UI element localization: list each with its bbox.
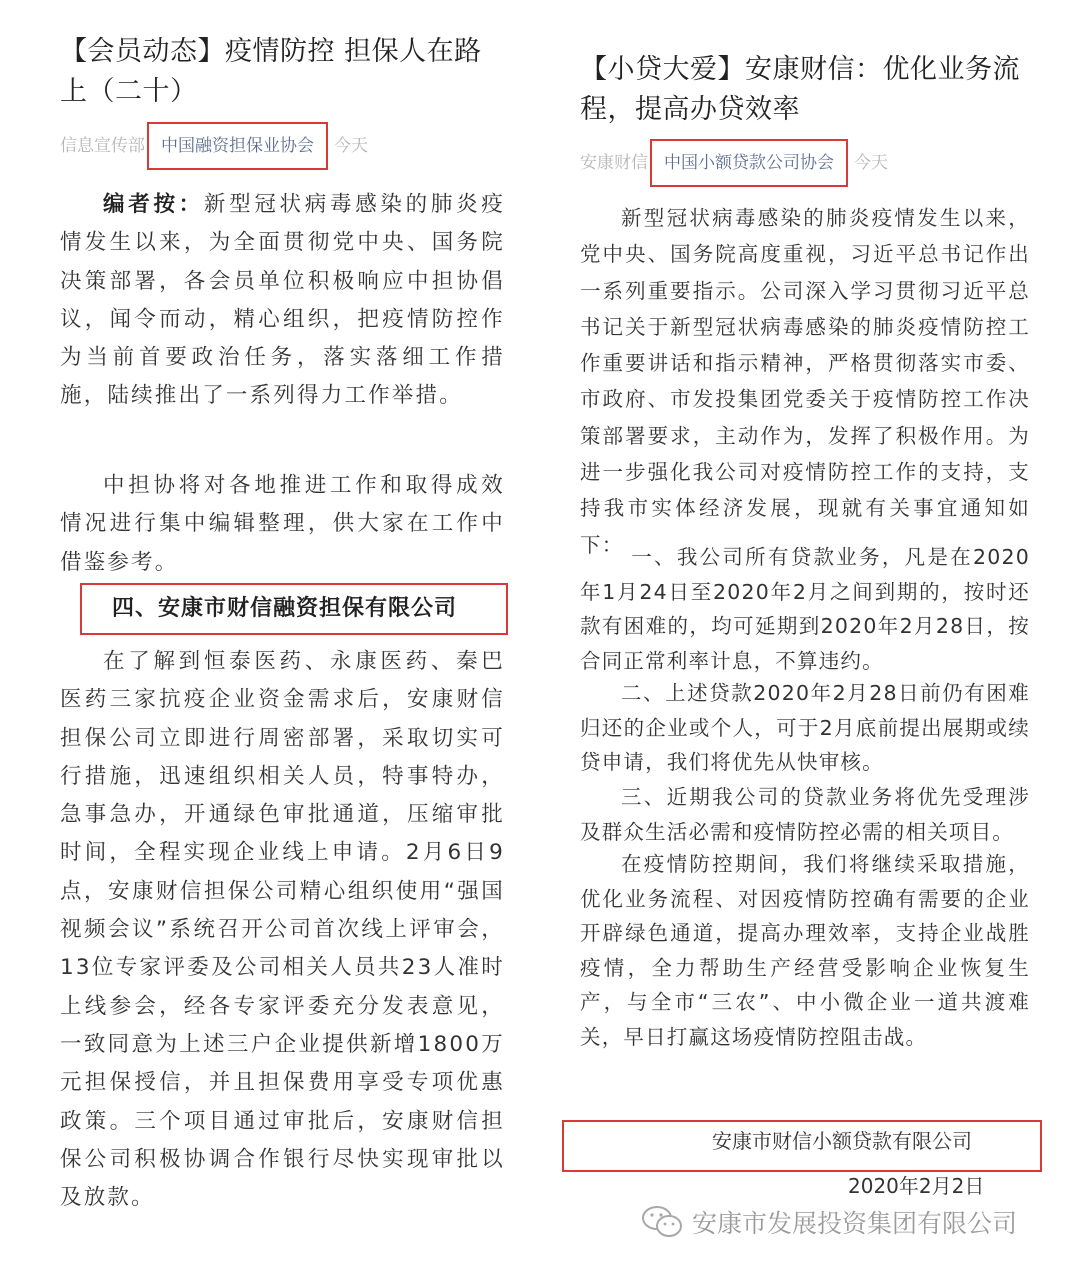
section-heading-highlighted: 四、安康市财信融资担保有限公司 [80, 583, 508, 635]
right-paragraph-closing: 在疫情防控期间，我们将继续采取措施，优化业务流程、对因疫情防控确有需要的企业开辟绿色通道，提高办理效率，支持企业战胜疫情，全力帮助生产经营受影响企业恢复生产，与全市“三农”、中小微企业一道共渡难关，早日打赢这场疫情防控阻击战。 [580, 852, 1030, 1049]
right-article-title: 【小贷大爱】安康财信：优化业务流程，提高办贷效率 [580, 54, 1020, 125]
notice-item-1: 一、我公司所有贷款业务，凡是在2020年1月24日至2020年2月之间到期的，按时还款有困难的，均可延期到2020年2月28日，按合同正常利率计息，不算违约。 [580, 545, 1030, 673]
right-article-meta [580, 139, 888, 187]
left-article-title: 【会员动态】疫情防控 担保人在路上（二十） [60, 36, 482, 107]
right-paragraph-1: 新型冠状病毒感染的肺炎疫情发生以来，党中央、国务院高度重视，习近平总书记作出一系列重要指示。公司深入学习贯彻习近平总书记关于新型冠状病毒感染的肺炎疫情防控工作重要讲话和指示精神，严格贯彻落实市委、市政府、市发投集团党委关于疫情防控工作决策部署要求，主动作为，发挥了积极作用。为进一步强化我公司对疫情防控工作的支持，支持我市实体经济发展，现就有关事宜通知如下： [580, 206, 1030, 557]
publish-time: 今天 [854, 153, 888, 173]
editor-note-text: 新型冠状病毒感染的肺炎疫情发生以来，为全面贯彻党中央、国务院决策部署，各会员单位积极响应中担协倡议，闻令而动，精心组织，把疫情防控作为当前首要政治任务，落实落细工作措施，陆续推出了一系列得力工作举措。 [60, 192, 505, 409]
left-article-meta [60, 122, 368, 170]
left-paragraph-2: 中担协将对各地推进工作和取得成效情况进行集中编辑整理，供大家在工作中借鉴参考。 [60, 473, 505, 575]
source-account-link[interactable]: 中国小额贷款公司协会 [650, 139, 848, 187]
wechat-icon [640, 1204, 686, 1240]
source-account-link[interactable]: 中国融资担保业协会 [147, 122, 328, 170]
notice-item-3: 三、近期我公司的贷款业务将优先受理涉及群众生活必需和疫情防控必需的相关项目。 [580, 785, 1030, 844]
editor-note-label: 编者按： [103, 192, 204, 217]
author-name: 信息宣传部 [60, 136, 145, 156]
notice-item-2: 二、上述贷款2020年2月28日前仍有困难归还的企业或个人，可于2月底前提出展期或续贷申请，我们将优先从快审核。 [580, 681, 1030, 774]
signature-highlighted: 安康市财信小额贷款有限公司 [562, 1120, 1042, 1172]
signature-date: 2020年2月2日 [848, 1174, 985, 1198]
left-paragraph-3: 在了解到恒泰医药、永康医药、秦巴医药三家抗疫企业资金需求后，安康财信担保公司立即进行周密部署，采取切实可行措施，迅速组织相关人员，特事特办，急事急办，开通绿色审批通道，压缩审批时间，全程实现企业线上申请。2月6日9点，安康财信担保公司精心组织使用“强国视频会议”系统召开公司首次线上评审会，13位专家评委及公司相关人员共23人准时上线参会，经各专家评委充分发表意见，一致同意为上述三户企业提供新增1800万元担保授信，并且担保费用享受专项优惠政策。三个项目通过审批后，安康财信担保公司积极协调合作银行尽快实现审批以及放款。 [60, 649, 505, 1211]
editor-note [60, 186, 505, 416]
watermark-text: 安康市发展投资集团有限公司 [692, 1209, 1018, 1238]
wechat-watermark [640, 1204, 1017, 1240]
publish-time: 今天 [334, 136, 368, 156]
author-name: 安康财信 [580, 153, 648, 173]
